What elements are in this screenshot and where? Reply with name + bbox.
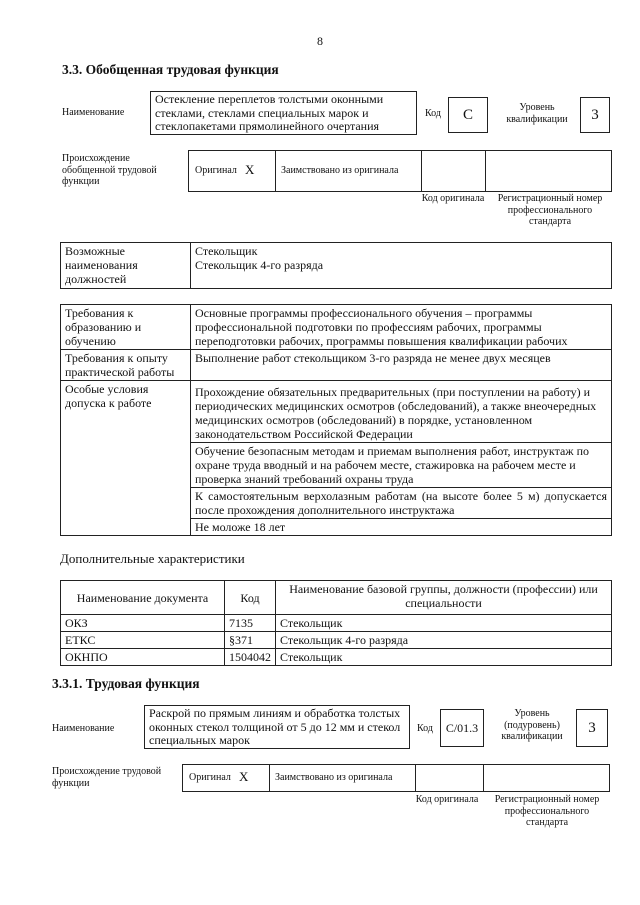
special-item: К самостоятельным верхолазным работам (на высоте более 5 м) допускается после прохождения дополнительного инструктажа [191,488,612,519]
special-item: Обучение безопасным методам и приемам выполнения работ, инструктаж по охране труда вводный и на рабочем месте, стажировка на рабочем месте и проверка знаний требований охраны труда [191,443,612,488]
table-row [61,649,612,666]
gtf-origin-box [188,150,612,192]
gtf-heading: 3.3. Обобщенная трудовая функция [62,62,279,77]
row-doc: ЕТКС [61,632,225,649]
experience-label: Требования к опыту практической работы [61,350,191,381]
tf-original-label: Оригинал [189,772,231,783]
tf-level-value: 3 [576,709,608,747]
job-titles-table [60,242,612,289]
job-title-item: Стекольщик 4-го разряда [195,258,324,272]
job-titles-label: Возможные наименования должностей [61,243,191,289]
gtf-code-label: Код [425,108,441,119]
tf-origin-label: Происхождение трудовой функции [52,766,162,789]
row-doc: ОКНПО [61,649,225,666]
additional-heading: Дополнительные характеристики [60,551,245,566]
row-name: Стекольщик 4-го разряда [276,632,612,649]
job-titles-values [191,243,612,289]
education-label: Требования к образованию и обучению [61,305,191,350]
tf-original-mark: Х [239,769,249,784]
row-name: Стекольщик [276,615,612,632]
gtf-original-label: Оригинал [195,165,237,176]
row-code: 1504042 [225,649,276,666]
page-number: 8 [317,34,323,48]
tf-code-label: Код [417,723,433,734]
gtf-reg-number-caption: Регистрационный номер профессионального стандарта [497,193,603,227]
tf-borrowed-label: Заимствовано из оригинала [275,772,393,783]
special-item: Не моложе 18 лет [191,519,612,536]
requirements-table [60,304,612,536]
tf-name-value: Раскрой по прямым линиям и обработка толстых оконных стекол толщиной от 5 до 12 мм и стекол специальных марок [144,705,410,749]
tf-code-original-caption: Код оригинала [415,794,479,805]
gtf-borrowed-label: Заимствовано из оригинала [281,165,399,176]
gtf-code-value: С [448,97,488,133]
tf-name-label: Наименование [52,723,115,734]
gtf-name-label: Наименование [62,107,125,118]
col-doc-header: Наименование документа [61,581,225,615]
row-name: Стекольщик [276,649,612,666]
special-item: Прохождение обязательных предварительных (при поступлении на работу) и периодических медицинских осмотров (обследований), а также внеочередных медицинских осмотров (обследований) в порядке, установленном законодательством Российской Федерации [191,381,612,443]
education-value: Основные программы профессионального обучения – программы профессиональной подготовки по профессиям рабочих, программы переподготовки рабочих, программы повышения квалификации рабочих [191,305,612,350]
gtf-origin-label: Происхождение обобщенной трудовой функции [62,153,157,187]
job-title-item: Стекольщик [195,244,258,258]
tf-origin-box [182,764,610,792]
gtf-original-mark: Х [245,162,255,177]
gtf-level-label: Уровень квалификации [506,102,568,125]
tf-reg-number-caption: Регистрационный номер профессионального стандарта [494,794,600,828]
col-name-header: Наименование базовой группы, должности (профессии) или специальности [276,581,612,615]
gtf-level-value: 3 [580,97,610,133]
row-doc: ОКЗ [61,615,225,632]
table-row [61,615,612,632]
special-label: Особые условия допуска к работе [61,381,191,536]
table-row [61,632,612,649]
tf-heading: 3.3.1. Трудовая функция [52,676,200,691]
row-code: 7135 [225,615,276,632]
row-code: §371 [225,632,276,649]
additional-table [60,580,612,666]
gtf-code-original-caption: Код оригинала [421,193,485,204]
col-code-header: Код [225,581,276,615]
tf-code-value: С/01.3 [440,709,484,747]
experience-value: Выполнение работ стекольщиком 3-го разряда не менее двух месяцев [191,350,612,381]
gtf-name-value: Остекление переплетов толстыми оконными стеклами, стеклами специальных марок и стеклопакетами прямолинейного очертания [150,91,417,135]
tf-level-label: Уровень (подуровень) квалификации [501,708,563,742]
